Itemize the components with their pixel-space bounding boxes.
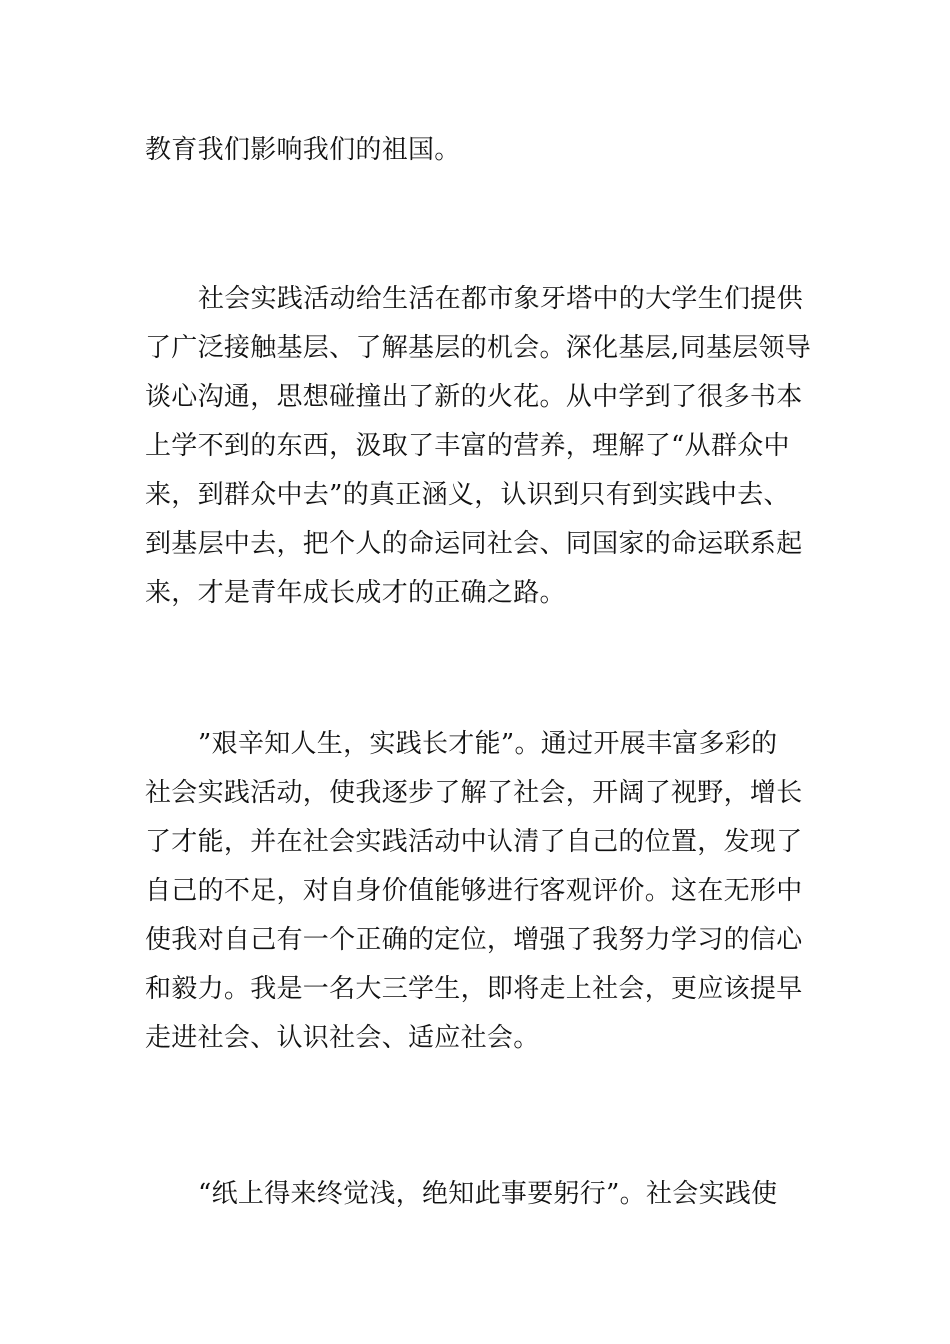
paragraph-2 xyxy=(145,275,812,618)
text-line: 使我对自己有一个正确的定位，增强了我努力学习的信心 xyxy=(145,925,803,955)
paragraph-1 xyxy=(145,126,807,175)
text-line: 来，才是青年成长成才的正确之路。 xyxy=(145,578,566,608)
text-line: “纸上得来终觉浅，绝知此事要躬行”。社会实践使 xyxy=(198,1179,778,1209)
text-line: 来，到群众中去”的真正涵义，认识到只有到实践中去、 xyxy=(145,480,790,510)
text-line: 走进社会、认识社会、适应社会。 xyxy=(145,1023,540,1053)
text-line: 了广泛接触基层、了解基层的机会。深化基层,同基层领导 xyxy=(145,333,812,363)
paragraph-3 xyxy=(145,720,807,1063)
paragraph-4 xyxy=(145,1170,807,1219)
text-line: 和毅力。我是一名大三学生，即将走上社会，更应该提早 xyxy=(145,974,803,1004)
text-line: 了才能，并在社会实践活动中认清了自己的位置，发现了 xyxy=(145,827,803,857)
text-line: ”艰辛知人生，实践长才能”。通过开展丰富多彩的 xyxy=(198,729,778,759)
text-line: 上学不到的东西，汲取了丰富的营养，理解了“从群众中 xyxy=(145,431,790,461)
text-line: 社会实践活动，使我逐步了解了社会，开阔了视野，增长 xyxy=(145,778,803,808)
text-line: 教育我们影响我们的祖国。 xyxy=(145,135,461,165)
text-line: 到基层中去，把个人的命运同社会、同国家的命运联系起 xyxy=(145,529,803,559)
text-line: 社会实践活动给生活在都市象牙塔中的大学生们提供 xyxy=(198,284,803,314)
text-line: 谈心沟通，思想碰撞出了新的火花。从中学到了很多书本 xyxy=(145,382,803,412)
text-line: 自己的不足，对自身价值能够进行客观评价。这在无形中 xyxy=(145,876,803,906)
